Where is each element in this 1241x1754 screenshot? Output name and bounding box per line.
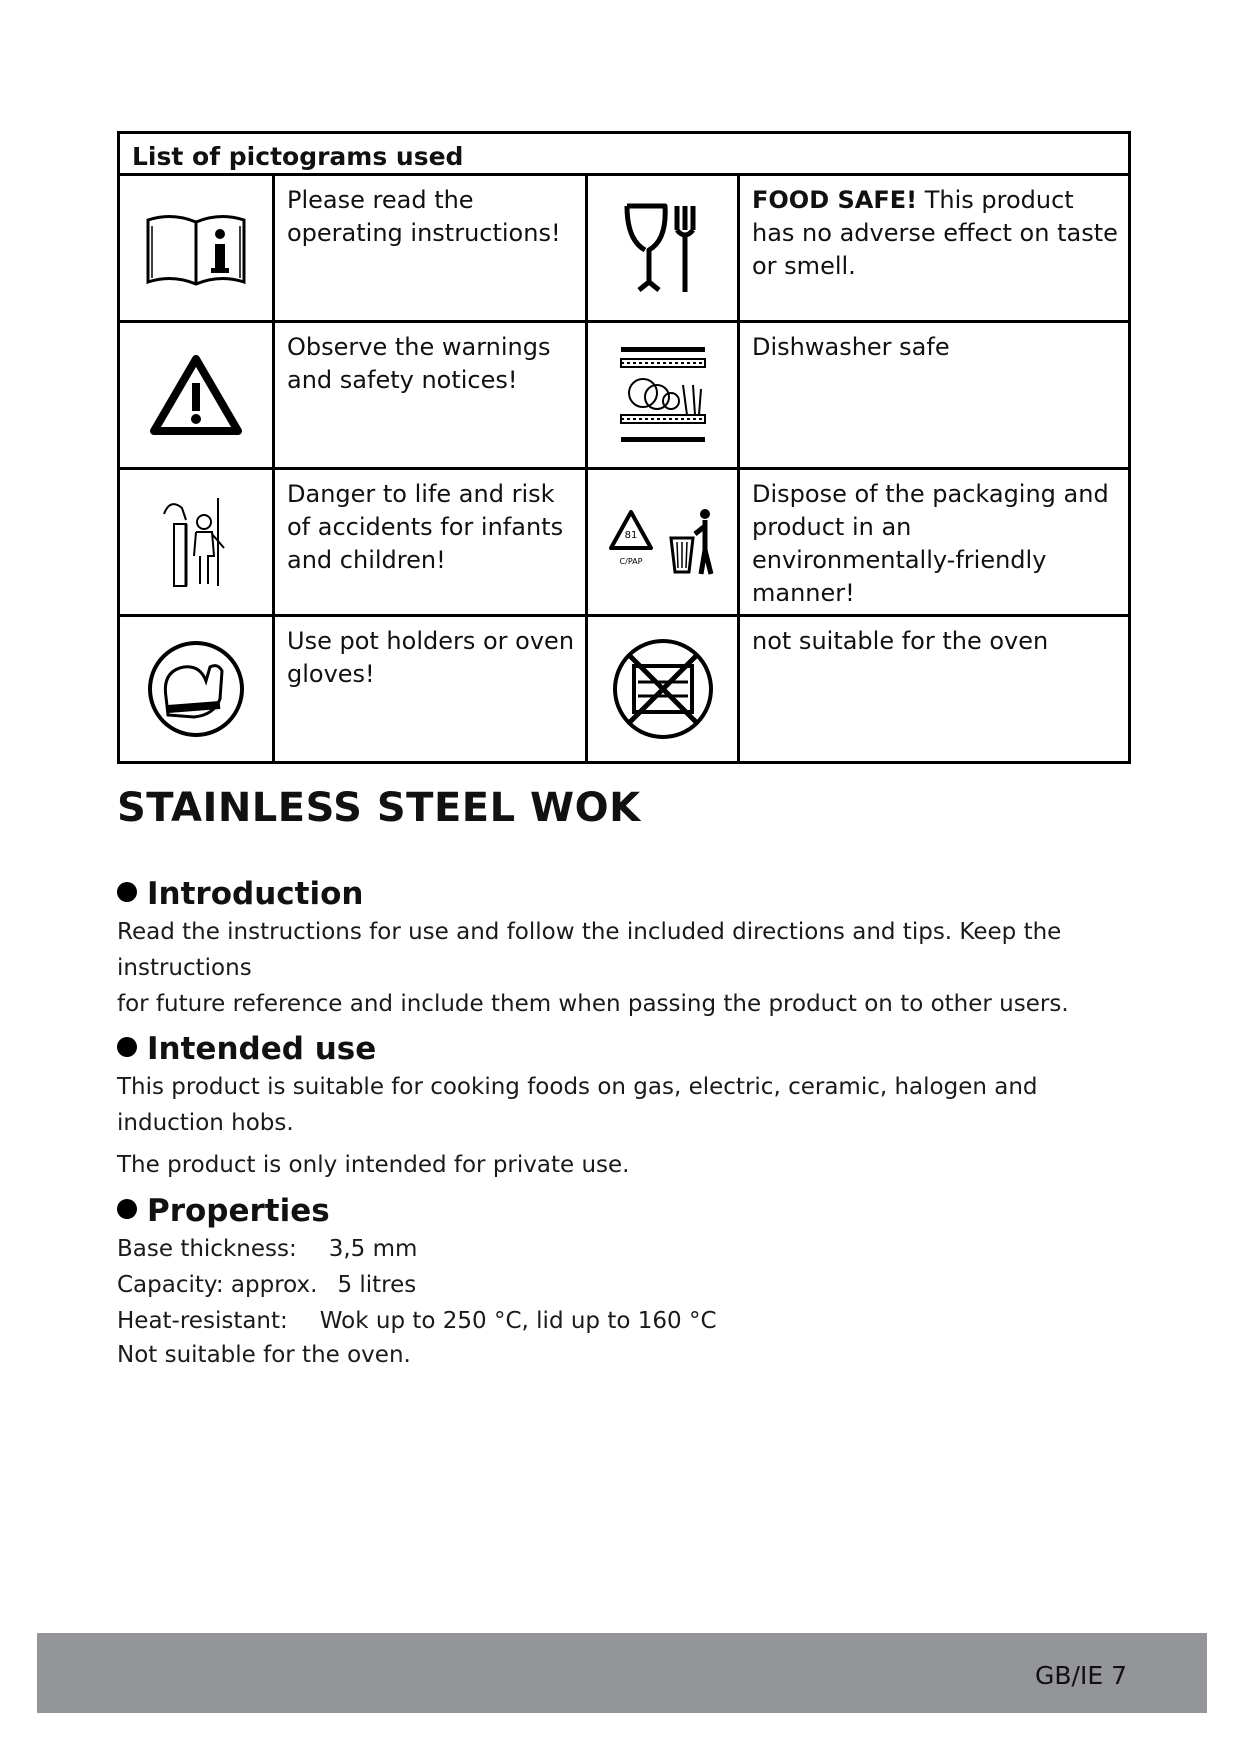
pictogram-table-header: List of pictograms used — [119, 133, 1130, 175]
intended-use-line-2: The product is only intended for private use. — [117, 1152, 630, 1178]
recycling-disposal-icon — [587, 469, 739, 616]
footer-bar — [37, 1633, 1207, 1713]
introduction-line-2: for future reference and include them when passing the product on to other users. — [117, 991, 1069, 1017]
properties-heading: Properties — [117, 1191, 1137, 1231]
recycling-code: 81 — [624, 530, 637, 541]
read-instructions-icon — [119, 175, 274, 322]
dishwasher-icon — [587, 322, 739, 469]
pictogram-table — [117, 131, 1131, 764]
page-number: GB/IE 7 — [1035, 1661, 1127, 1690]
food-safe-description: This product has no adverse effect on taste or smell. — [752, 186, 1118, 280]
capacity-line: Capacity: approx. 5 litres — [117, 1272, 417, 1298]
disposal-text: Dispose of the packaging and product in an environmentally-friendly manner! — [739, 469, 1130, 616]
warning-triangle-icon — [119, 322, 274, 469]
oven-note-line: Not suitable for the oven. — [117, 1342, 411, 1368]
not-oven-safe-icon — [587, 616, 739, 763]
oven-glove-text: Use pot holders or oven gloves! — [274, 616, 587, 763]
read-instructions-text: Please read the operating instructions! — [274, 175, 587, 322]
bullet-icon — [117, 1199, 137, 1219]
oven-glove-icon — [119, 616, 274, 763]
page-title: STAINLESS STEEL WOK — [117, 785, 641, 831]
not-oven-text: not suitable for the oven — [739, 616, 1130, 763]
food-safe-text — [739, 175, 1130, 322]
food-safe-icon — [587, 175, 739, 322]
food-safe-label: FOOD SAFE! — [752, 186, 918, 214]
properties-section — [117, 1191, 1137, 1371]
introduction-heading: Introduction — [117, 874, 1137, 914]
intended-use-heading: Intended use — [117, 1029, 1137, 1069]
base-thickness-line: Base thickness: 3,5 mm — [117, 1236, 418, 1262]
dishwasher-text: Dishwasher safe — [739, 322, 1130, 469]
child-danger-icon — [119, 469, 274, 616]
child-danger-text: Danger to life and risk of accidents for infants and children! — [274, 469, 587, 616]
intended-use-section — [117, 1029, 1137, 1183]
warnings-text: Observe the warnings and safety notices! — [274, 322, 587, 469]
heat-resistant-line: Heat-resistant: Wok up to 250 °C, lid up to 160 °C — [117, 1308, 717, 1334]
intended-use-line-1: This product is suitable for cooking foods on gas, electric, ceramic, halogen and induction hobs. — [117, 1074, 1038, 1136]
bullet-icon — [117, 1037, 137, 1057]
introduction-section — [117, 874, 1137, 1022]
recycling-material: C/PAP — [619, 557, 642, 566]
bullet-icon — [117, 882, 137, 902]
introduction-line-1: Read the instructions for use and follow the included directions and tips. Keep the instructions — [117, 919, 1062, 981]
